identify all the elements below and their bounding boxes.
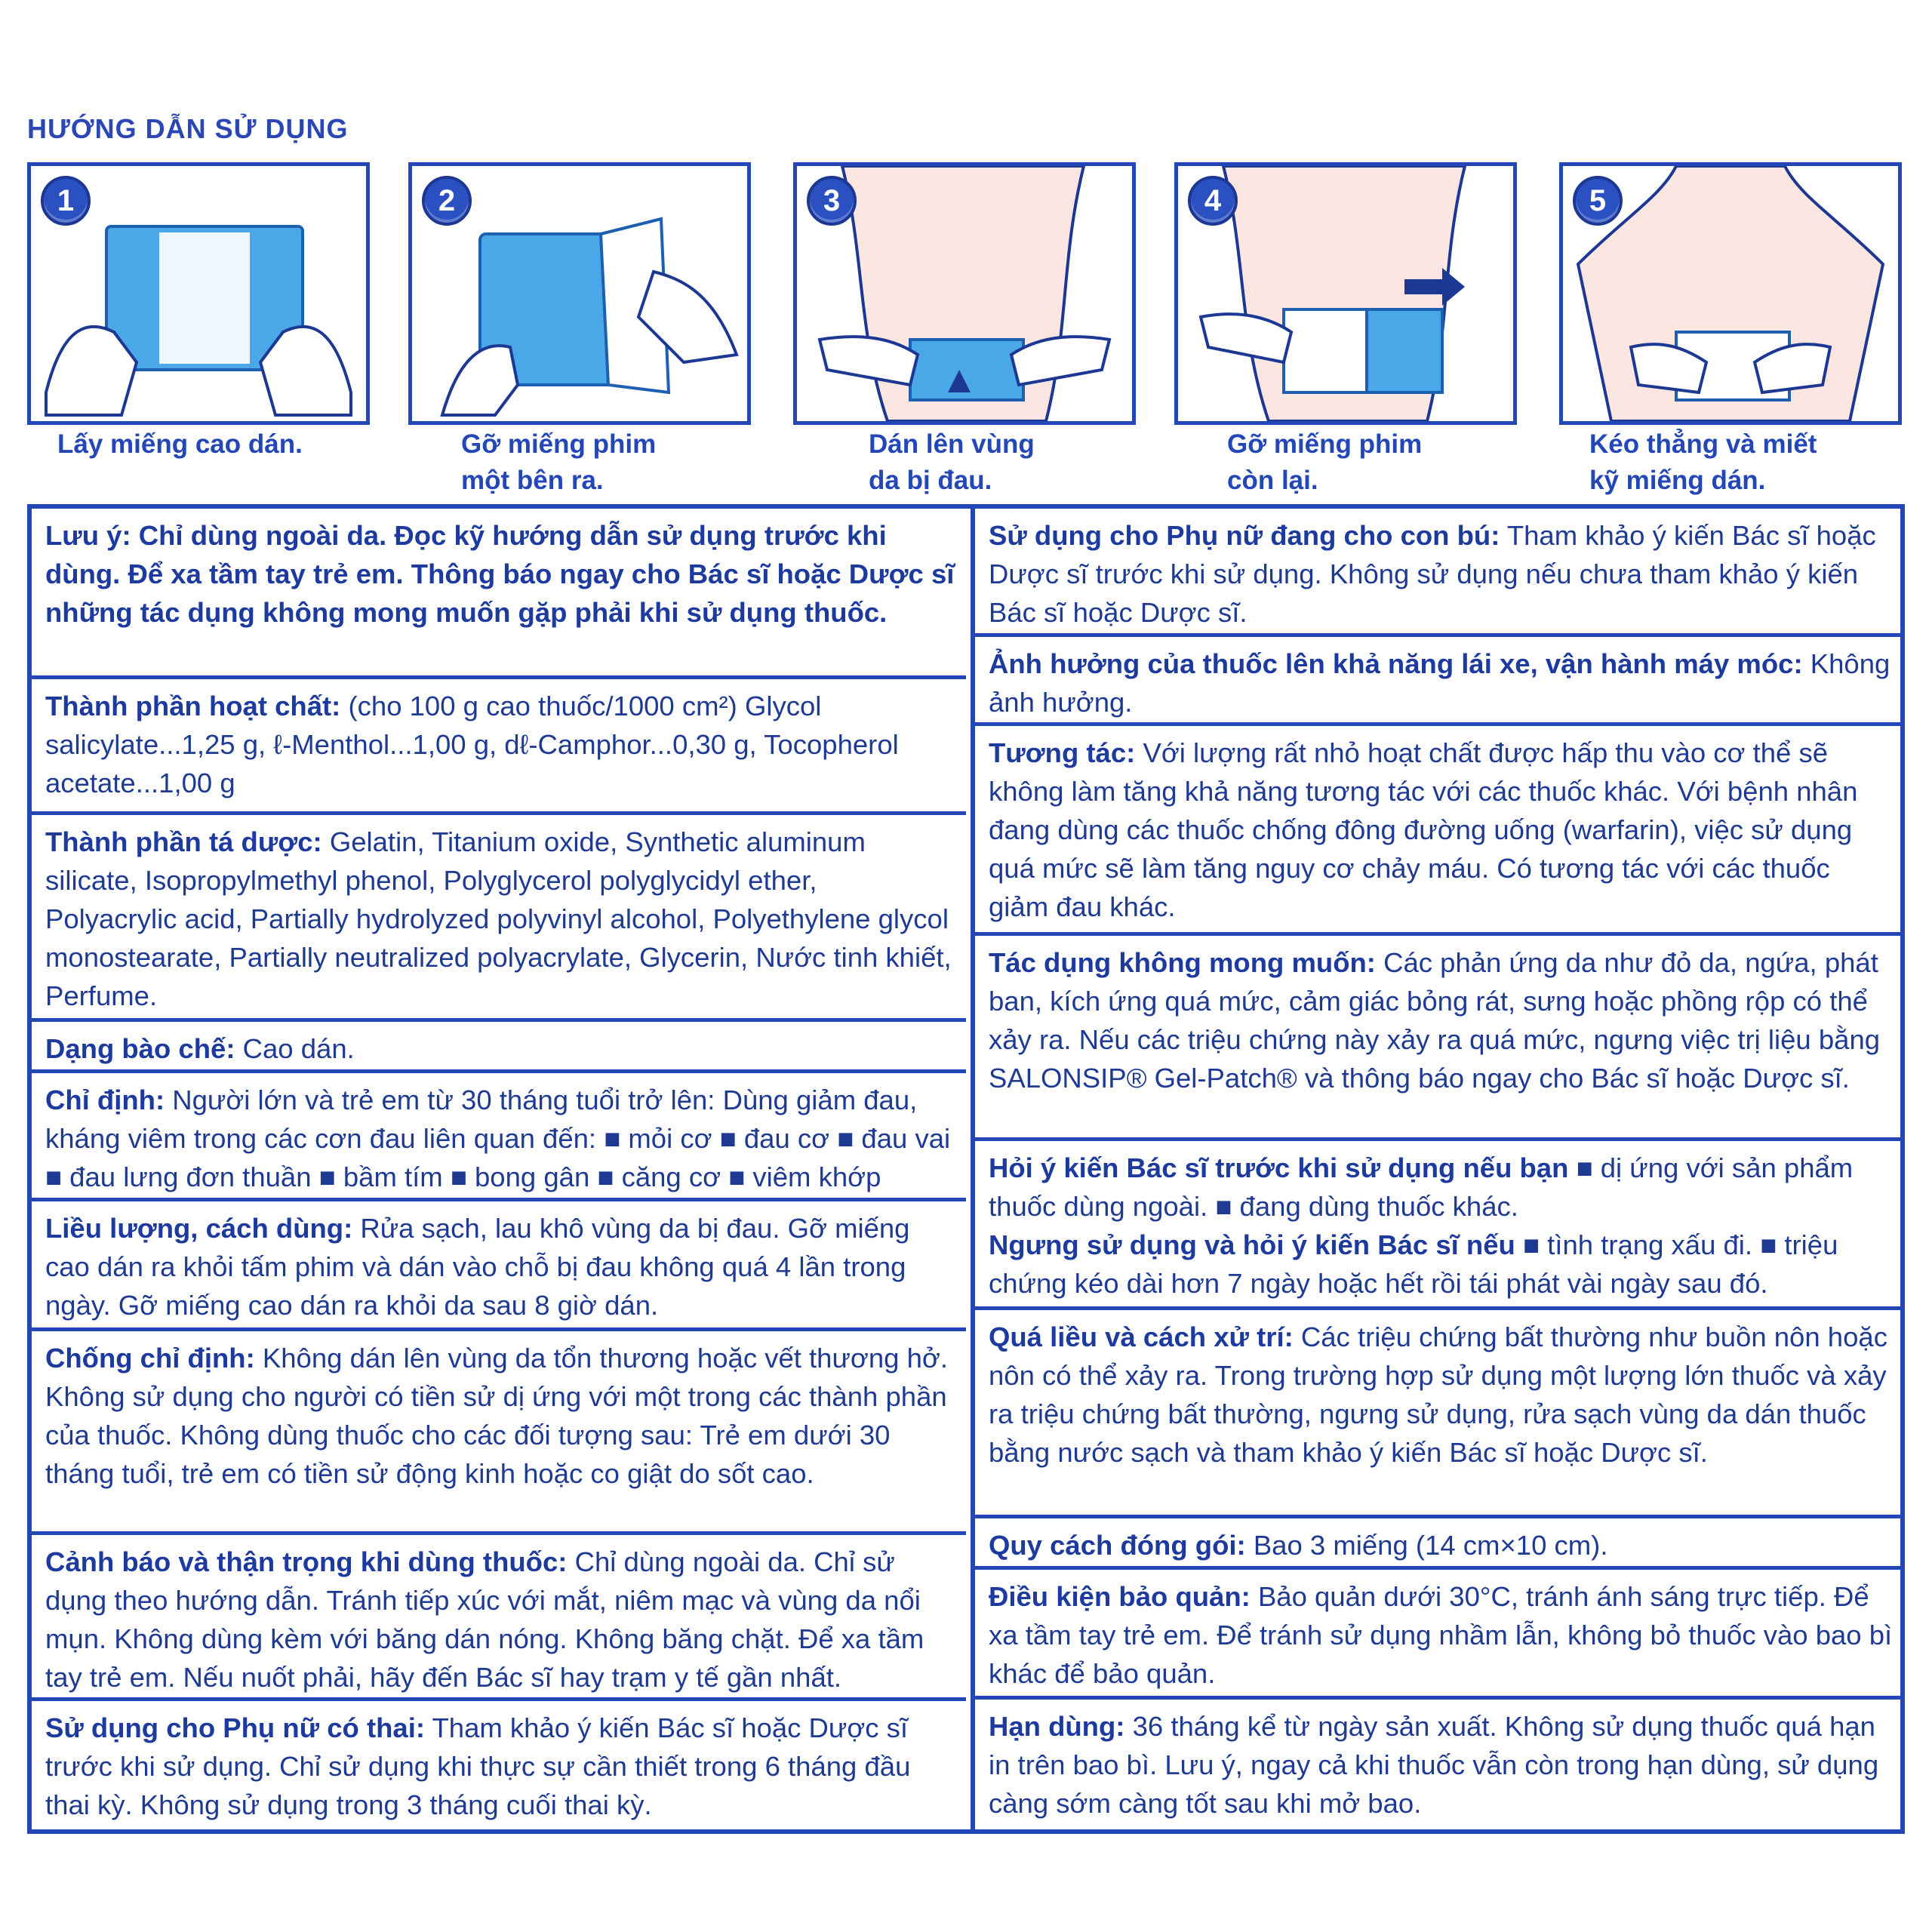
tac-dung-text: Các phản ứng da như đỏ da, ngứa, phát ban, kích ứng quá mức, cảm giác bỏng rát, sưng hoặc phồng rộp có thể xảy ra. Nếu các triệu chứng này xảy ra quá mức, ngưng việc trị liệu bằng SALONSIP® Gel-Patch® và thông báo ngay cho Bác sĩ hoặc Dược sĩ. xyxy=(989,947,1881,1094)
quy-cach-text: Bao 3 miếng (14 cm×10 cm). xyxy=(1245,1530,1608,1561)
co-thai-label: Sử dụng cho Phụ nữ có thai: xyxy=(45,1712,425,1743)
hoi-text: ■ dị ứng với sản phẩm thuốc dùng ngoài. ■ đang dùng thuốc khác. xyxy=(989,1152,1854,1222)
ngung-label: Ngưng sử dụng và hỏi ý kiến Bác sĩ nếu xyxy=(989,1229,1515,1260)
cho-bu-text: Tham khảo ý kiến Bác sĩ hoặc Dược sĩ trước khi sử dụng. Không sử dụng nếu chưa tham khảo ý kiến Bác sĩ hoặc Dược sĩ. xyxy=(989,520,1876,628)
step-5-number: 5 xyxy=(1573,176,1623,226)
bottom-margin xyxy=(0,1834,1932,1932)
lieu-label: Liều lượng, cách dùng: xyxy=(45,1213,353,1244)
co-thai-text: Tham khảo ý kiến Bác sĩ hoặc Dược sĩ trước khi sử dụng. Chỉ sử dụng khi thực sự cần thiết trong 6 tháng đầu thai kỳ. Không sử dụng trong 3 tháng cuối thai kỳ. xyxy=(45,1712,911,1820)
ngung-text: ■ tình trạng xấu đi. ■ triệu chứng kéo dài hơn 7 ngày hoặc hết rồi tái phát vài ngày sau đó. xyxy=(989,1229,1838,1299)
ta-duoc-label: Thành phần tá dược: xyxy=(45,826,322,857)
quy-cach-label: Quy cách đóng gói: xyxy=(989,1530,1246,1561)
lai-xe-text: Không ảnh hưởng. xyxy=(989,648,1890,718)
step-3-number: 3 xyxy=(807,176,857,226)
tac-dung-label: Tác dụng không mong muốn: xyxy=(989,947,1376,978)
hoi-label: Hỏi ý kiến Bác sĩ trước khi sử dụng nếu bạn xyxy=(989,1152,1569,1183)
dang-label: Dạng bào chế: xyxy=(45,1033,235,1064)
step-1-number: 1 xyxy=(41,176,91,226)
han-label: Hạn dùng: xyxy=(989,1711,1125,1742)
section-co-thai xyxy=(32,1701,966,1828)
qua-lieu-text: Các triệu chứng bất thường như buồn nôn hoặc nôn có thể xảy ra. Trong trường hợp sử dụng một lượng lớn thuốc và xảy ra triệu chứng bất thường, ngưng sử dụng, rửa sạch vùng da dán thuốc bằng nước sạch và tham khảo ý kiến Bác sĩ hoặc Dược sĩ. xyxy=(989,1321,1887,1468)
section-tuong-tac xyxy=(975,726,1905,936)
lai-xe-label: Ảnh hưởng của thuốc lên khả năng lái xe, vận hành máy móc: xyxy=(989,648,1803,679)
section-quy-cach xyxy=(975,1518,1905,1570)
section-han-dung xyxy=(975,1700,1905,1829)
luu-y-text: Lưu ý: Chỉ dùng ngoài da. Đọc kỹ hướng dẫn sử dụng trước khi dùng. Để xa tầm tay trẻ em. Thông báo ngay cho Bác sĩ hoặc Dược sĩ những tác dụng không mong muốn gặp phải khi sử dụng thuốc. xyxy=(45,520,955,628)
chi-dinh-label: Chỉ định: xyxy=(45,1084,165,1115)
section-ta-duoc xyxy=(32,815,966,1022)
section-bao-quan xyxy=(975,1570,1905,1700)
section-luu-y xyxy=(32,509,966,679)
cho-bu-label: Sử dụng cho Phụ nữ đang cho con bú: xyxy=(989,520,1500,551)
chong-text: Không dán lên vùng da tổn thương hoặc vết thương hở. Không sử dụng cho người có tiền sử dị ứng với một trong các thành phần của thuốc. Không dùng thuốc cho các đối tượng sau: Trẻ em dưới 30 tháng tuổi, trẻ em có tiền sử động kinh hoặc co giật do sốt cao. xyxy=(45,1343,948,1489)
bao-quan-label: Điều kiện bảo quản: xyxy=(989,1581,1251,1612)
instructions-heading: HƯỚNG DẪN SỬ DỤNG xyxy=(27,113,349,144)
step-5-caption: Kéo thẳng và miết kỹ miếng dán. xyxy=(1589,429,1817,495)
tuong-tac-label: Tương tác: xyxy=(989,737,1136,768)
section-cho-con-bu xyxy=(975,509,1905,637)
section-chi-dinh xyxy=(32,1073,966,1201)
chi-dinh-text: Người lớn và trẻ em từ 30 tháng tuổi trở lên: Dùng giảm đau, kháng viêm trong các cơn đau liên quan đến: ■ mỏi cơ ■ đau cơ ■ đau vai ■ đau lưng đơn thuần ■ bầm tím ■ bong gân ■ căng cơ ■ viêm khớp xyxy=(45,1084,951,1192)
section-hoi-y-kien xyxy=(975,1141,1905,1310)
info-right-column xyxy=(971,509,1905,1829)
section-canh-bao xyxy=(32,1535,966,1701)
step-4-number: 4 xyxy=(1188,176,1238,226)
section-tac-dung xyxy=(975,936,1905,1141)
step-2-number: 2 xyxy=(422,176,472,226)
chong-label: Chống chỉ định: xyxy=(45,1343,255,1374)
section-dang-bao-che xyxy=(32,1022,966,1073)
step-3-caption: Dán lên vùng da bị đau. xyxy=(869,429,1035,495)
canh-bao-label: Cảnh báo và thận trọng khi dùng thuốc: xyxy=(45,1546,568,1577)
information-box xyxy=(27,504,1905,1834)
step-2-caption: Gỡ miếng phim một bên ra. xyxy=(461,429,657,495)
section-chong-chi-dinh xyxy=(32,1331,966,1535)
lieu-text: Rửa sạch, lau khô vùng da bị đau. Gỡ miếng cao dán ra khỏi tấm phim và dán vào chỗ bị đau không quá 4 lần trong ngày. Gỡ miếng cao dán ra khỏi da sau 8 giờ dán. xyxy=(45,1213,910,1321)
step-1-caption: Lấy miếng cao dán. xyxy=(57,429,303,459)
tuong-tac-text: Với lượng rất nhỏ hoạt chất được hấp thu vào cơ thể sẽ không làm tăng khả năng tương tác với các thuốc khác. Với bệnh nhân đang dùng các thuốc chống đông đường uống (warfarin), việc sử dụng quá mức sẽ làm tăng nguy cơ chảy máu. Có tương tác với các thuốc giảm đau khác. xyxy=(989,737,1858,922)
ta-duoc-text: Gelatin, Titanium oxide, Synthetic aluminum silicate, Isopropylmethyl phenol, Polyglycerol polyglycidyl ether, Polyacrylic acid, Partially hydrolyzed polyvinyl alcohol, Polyethylene glycol monostearate, Partially neutralized polyacrylate, Glycerin, Nước tinh khiết, Perfume. xyxy=(45,826,952,1011)
canh-bao-text: Chỉ dùng ngoài da. Chỉ sử dụng theo hướng dẫn. Tránh tiếp xúc với mắt, niêm mạc và vùng da nổi mụn. Không dùng kèm với băng dán nóng. Không băng chặt. Để xa tầm tay trẻ em. Nếu nuốt phải, hãy đến Bác sĩ hay trạm y tế gần nhất. xyxy=(45,1546,924,1693)
hoat-chat-text: (cho 100 g cao thuốc/1000 cm²) Glycol salicylate...1,25 g, ℓ-Menthol...1,00 g, dℓ-Camphor...0,30 g, Tocopherol acetate...1,00 g xyxy=(45,691,899,798)
hoat-chat-label: Thành phần hoạt chất: xyxy=(45,691,341,721)
section-qua-lieu xyxy=(975,1310,1905,1518)
section-hoat-chat xyxy=(32,679,966,815)
section-lai-xe xyxy=(975,637,1905,726)
qua-lieu-label: Quá liều và cách xử trí: xyxy=(989,1321,1294,1352)
han-text: 36 tháng kể từ ngày sản xuất. Không sử dụng thuốc quá hạn in trên bao bì. Lưu ý, ngay cả khi thuốc vẫn còn trong hạn dùng, sử dụng càng sớm càng tốt sau khi mở bao. xyxy=(989,1711,1879,1819)
usage-steps xyxy=(27,162,1906,502)
bao-quan-text: Bảo quản dưới 30°C, tránh ánh sáng trực tiếp. Để xa tầm tay trẻ em. Để tránh sử dụng nhầm lẫn, không bỏ thuốc vào bao bì khác để bảo quản. xyxy=(989,1581,1893,1689)
dang-text: Cao dán. xyxy=(235,1033,355,1064)
info-left-column xyxy=(32,509,966,1828)
step-4-caption: Gỡ miếng phim còn lại. xyxy=(1227,429,1423,495)
section-lieu-luong xyxy=(32,1201,966,1331)
